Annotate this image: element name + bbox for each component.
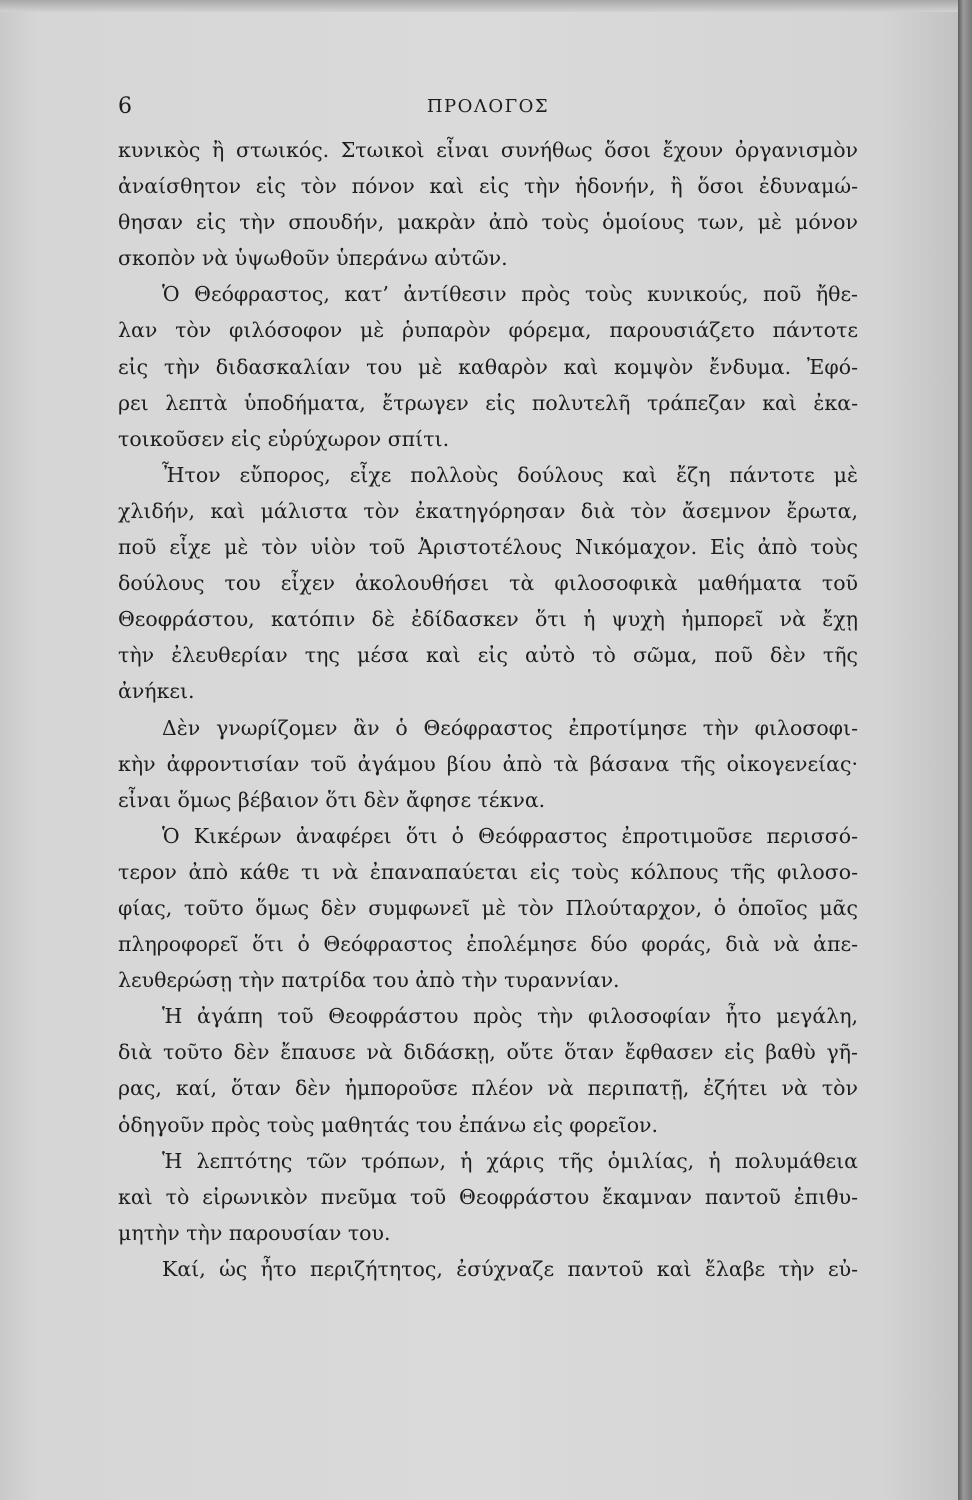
text-line: τερον ἀπὸ κάθε τι νὰ ἐπαναπαύεται εἰς τοὺς κόλπους τῆς φιλοσο-: [118, 859, 858, 884]
page-number: 6: [118, 94, 132, 119]
text-line: ἀναίσθητον εἰς τὸν πόνον καὶ εἰς τὴν ἡδονήν, ἢ ὅσοι ἐδυναμώ-: [118, 174, 858, 199]
text-line: Ἡ ἀγάπη τοῦ Θεοφράστου πρὸς τὴν φιλοσοφίαν ἦτο μεγάλη,: [162, 1004, 858, 1029]
text-line: μητὴν τὴν παρουσίαν του.: [118, 1220, 391, 1245]
page-header: [118, 94, 858, 124]
text-line: ὁδηγοῦν πρὸς τοὺς μαθητάς του ἐπάνω εἰς φορεῖον.: [118, 1112, 659, 1137]
text-line: Θεοφράστου, κατόπιν δὲ ἐδίδασκεν ὅτι ἡ ψυχὴ ἠμπορεῖ νὰ ἔχῃ: [118, 607, 858, 632]
text-line: κὴν ἀφροντισίαν τοῦ ἀγάμου βίου ἀπὸ τὰ βάσανα τῆς οἰκογενείας·: [118, 751, 858, 776]
page-binding-edge: [958, 0, 972, 1500]
text-line: πληροφορεῖ ὅτι ὁ Θεόφραστος ἐπολέμησε δύο φοράς, διὰ νὰ ἀπε-: [118, 932, 858, 957]
text-line: σκοπὸν νὰ ὑψωθοῦν ὑπεράνω αὐτῶν.: [118, 246, 508, 271]
text-line: ρας, καί, ὅταν δὲν ἠμποροῦσε πλέον νὰ περιπατῇ, ἐζήτει νὰ τὸν: [118, 1076, 858, 1101]
text-line: ρει λεπτὰ ὑποδήματα, ἔτρωγεν εἰς πολυτελῆ τράπεζαν καὶ ἐκα-: [118, 390, 858, 415]
text-line: εἰς τὴν διδασκαλίαν του μὲ καθαρὸν καὶ κομψὸν ἔνδυμα. Ἐφό-: [118, 354, 858, 379]
text-line: ποῦ εἶχε μὲ τὸν υἱὸν τοῦ Ἀριστοτέλους Νικόμαχον. Εἰς ἀπὸ τοὺς: [118, 535, 858, 560]
text-line: Ἦτον εὔπορος, εἶχε πολλοὺς δούλους καὶ ἔζη πάντοτε μὲ: [162, 462, 858, 487]
text-line: καὶ τὸ εἰρωνικὸν πνεῦμα τοῦ Θεοφράστου ἔκαμναν παντοῦ ἐπιθυ-: [118, 1184, 858, 1209]
text-line: Ὁ Θεόφραστος, κατ’ ἀντίθεσιν πρὸς τοὺς κυνικούς, ποῦ ἤθε-: [162, 282, 858, 307]
text-line: κυνικὸς ἢ στωικός. Στωικοὶ εἶναι συνήθως ὅσοι ἔχουν ὀργανισμὸν: [118, 138, 858, 162]
text-line: τὴν ἐλευθερίαν της μέσα καὶ εἰς αὐτὸ τὸ σῶμα, ποῦ δὲν τῆς: [118, 643, 858, 668]
text-line: φίας, τοῦτο ὅμως δὲν συμφωνεῖ μὲ τὸν Πλούταρχον, ὁ ὁποῖος μᾶς: [118, 895, 858, 920]
text-line: διὰ τοῦτο δὲν ἔπαυσε νὰ διδάσκῃ, οὔτε ὅταν ἔφθασεν εἰς βαθὺ γῆ-: [118, 1040, 858, 1065]
text-line: χλιδήν, καὶ μάλιστα τὸν ἐκατηγόρησαν διὰ τὸν ἄσεμνον ἔρωτα,: [118, 498, 858, 523]
page-top-edge: [0, 0, 958, 12]
text-line: Ὁ Κικέρων ἀναφέρει ὅτι ὁ Θεόφραστος ἐπροτιμοῦσε περισσό-: [162, 823, 858, 848]
text-line: δούλους του εἶχεν ἀκολουθήσει τὰ φιλοσοφικὰ μαθήματα τοῦ: [118, 571, 858, 596]
body-text: [118, 132, 858, 1287]
text-line: εἶναι ὅμως βέβαιον ὅτι δὲν ἄφησε τέκνα.: [118, 787, 546, 812]
text-line: τοικοῦσεν εἰς εὐρύχωρον σπίτι.: [118, 426, 450, 451]
text-line: λαν τὸν φιλόσοφον μὲ ῥυπαρὸν φόρεμα, παρουσιάζετο πάντοτε: [118, 318, 858, 343]
text-line: λευθερώσῃ τὴν πατρίδα του ἀπὸ τὴν τυραννίαν.: [118, 968, 620, 993]
running-head: ΠΡΟΛΟΓΟΣ: [426, 96, 550, 117]
text-line: Ἡ λεπτότης τῶν τρόπων, ἡ χάρις τῆς ὁμιλίας, ἡ πολυμάθεια: [162, 1148, 858, 1173]
text-line: ἀνήκει.: [118, 679, 195, 704]
text-line: θησαν εἰς τὴν σπουδήν, μακρὰν ἀπὸ τοὺς ὁμοίους των, μὲ μόνον: [118, 210, 858, 235]
text-line: Καί, ὡς ἦτο περιζήτητος, ἐσύχναζε παντοῦ καὶ ἔλαβε τὴν εὐ-: [162, 1256, 858, 1281]
text-line: Δὲν γνωρίζομεν ἂν ὁ Θεόφραστος ἐπροτίμησε τὴν φιλοσοφι-: [162, 715, 858, 740]
